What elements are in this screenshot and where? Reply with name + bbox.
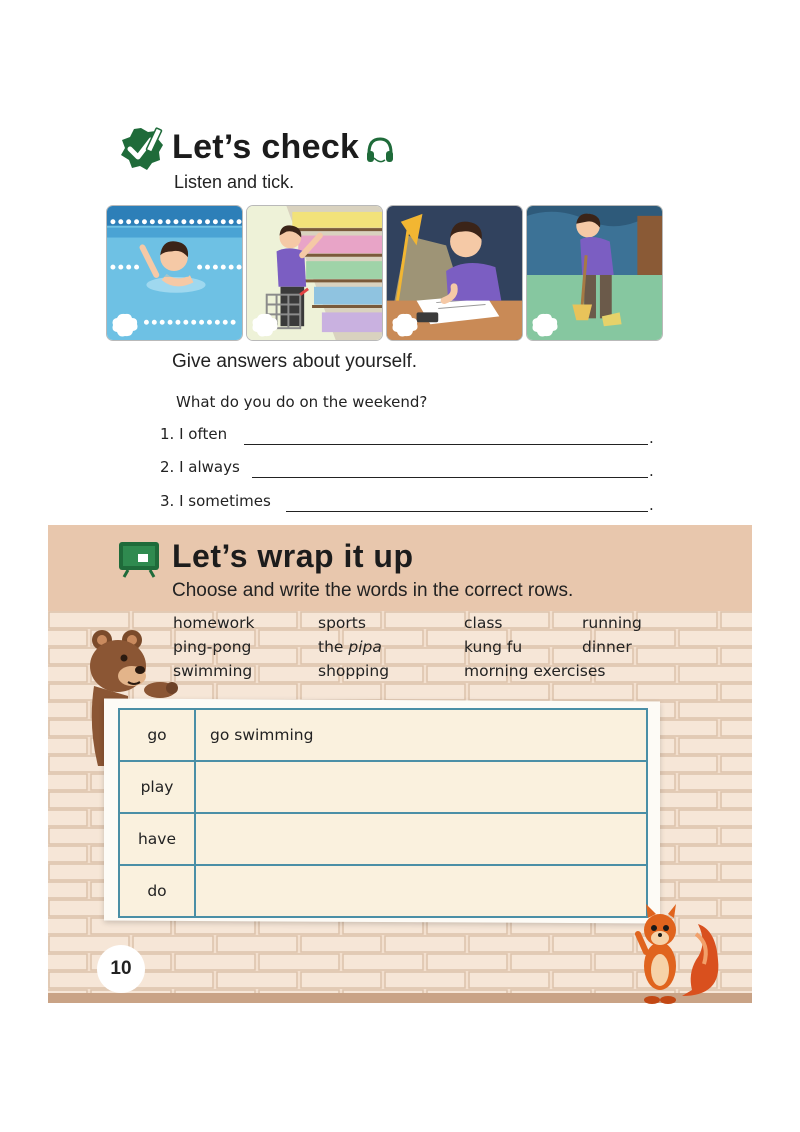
write-line[interactable]	[252, 477, 648, 479]
write-line[interactable]	[286, 511, 648, 513]
squirrel-illustration	[632, 900, 722, 1008]
word-class: class	[464, 614, 503, 632]
verb-cell: have	[119, 813, 195, 865]
lets-check-title: Let’s check	[172, 128, 360, 166]
word-shopping: shopping	[318, 662, 390, 680]
give-answers-title: Give answers about yourself.	[172, 351, 418, 372]
headphones-icon	[364, 134, 396, 166]
table-row	[119, 813, 647, 865]
answer-prefix: 2. I always	[160, 458, 240, 476]
pencil-check-icon	[118, 126, 164, 172]
verb-cell: play	[119, 761, 195, 813]
word-the-pipa: the pipa	[318, 638, 382, 656]
answer-cell[interactable]	[195, 813, 647, 865]
verb-cell: do	[119, 865, 195, 917]
weekend-question: What do you do on the weekend?	[176, 393, 428, 411]
table-row	[119, 865, 647, 917]
picture-homework	[386, 205, 523, 341]
lets-wrap-it-up-title: Let’s wrap it up	[172, 538, 414, 574]
tick-box[interactable]	[531, 312, 559, 338]
table-row	[119, 709, 647, 761]
answer-prefix: 1. I often	[160, 425, 228, 443]
picture-sweeping	[526, 205, 663, 341]
blackboard-icon	[118, 540, 162, 578]
table-row	[119, 761, 647, 813]
verb-cell: go	[119, 709, 195, 761]
answer-cell[interactable]: go swimming	[195, 709, 647, 761]
word-morning-exercises: morning exercises	[464, 662, 606, 680]
picture-shopping	[246, 205, 383, 341]
word-kung-fu: kung fu	[464, 638, 523, 656]
page-number: 10	[97, 945, 145, 993]
listening-pictures	[106, 205, 662, 341]
tick-box[interactable]	[391, 312, 419, 338]
tick-box[interactable]	[251, 312, 279, 338]
answer-cell[interactable]	[195, 865, 647, 917]
word-running: running	[582, 614, 642, 632]
write-line[interactable]	[244, 444, 648, 446]
picture-swimming	[106, 205, 243, 341]
answer-line-3[interactable]: 3. I sometimes .	[160, 492, 654, 514]
check-instruction: Listen and tick.	[174, 172, 295, 192]
answer-line-2[interactable]: 2. I always .	[160, 458, 654, 480]
word-homework: homework	[173, 614, 255, 632]
wrap-instruction: Choose and write the words in the correct rows.	[172, 580, 574, 601]
word-swimming: swimming	[173, 662, 253, 680]
word-sports: sports	[318, 614, 366, 632]
tick-box[interactable]	[111, 312, 139, 338]
answer-prefix: 3. I sometimes	[160, 492, 271, 510]
answer-cell[interactable]	[195, 761, 647, 813]
word-dinner: dinner	[582, 638, 632, 656]
answer-line-1[interactable]: 1. I often .	[160, 425, 654, 447]
word-ping-pong: ping-pong	[173, 638, 252, 656]
verb-word-table	[118, 708, 648, 918]
